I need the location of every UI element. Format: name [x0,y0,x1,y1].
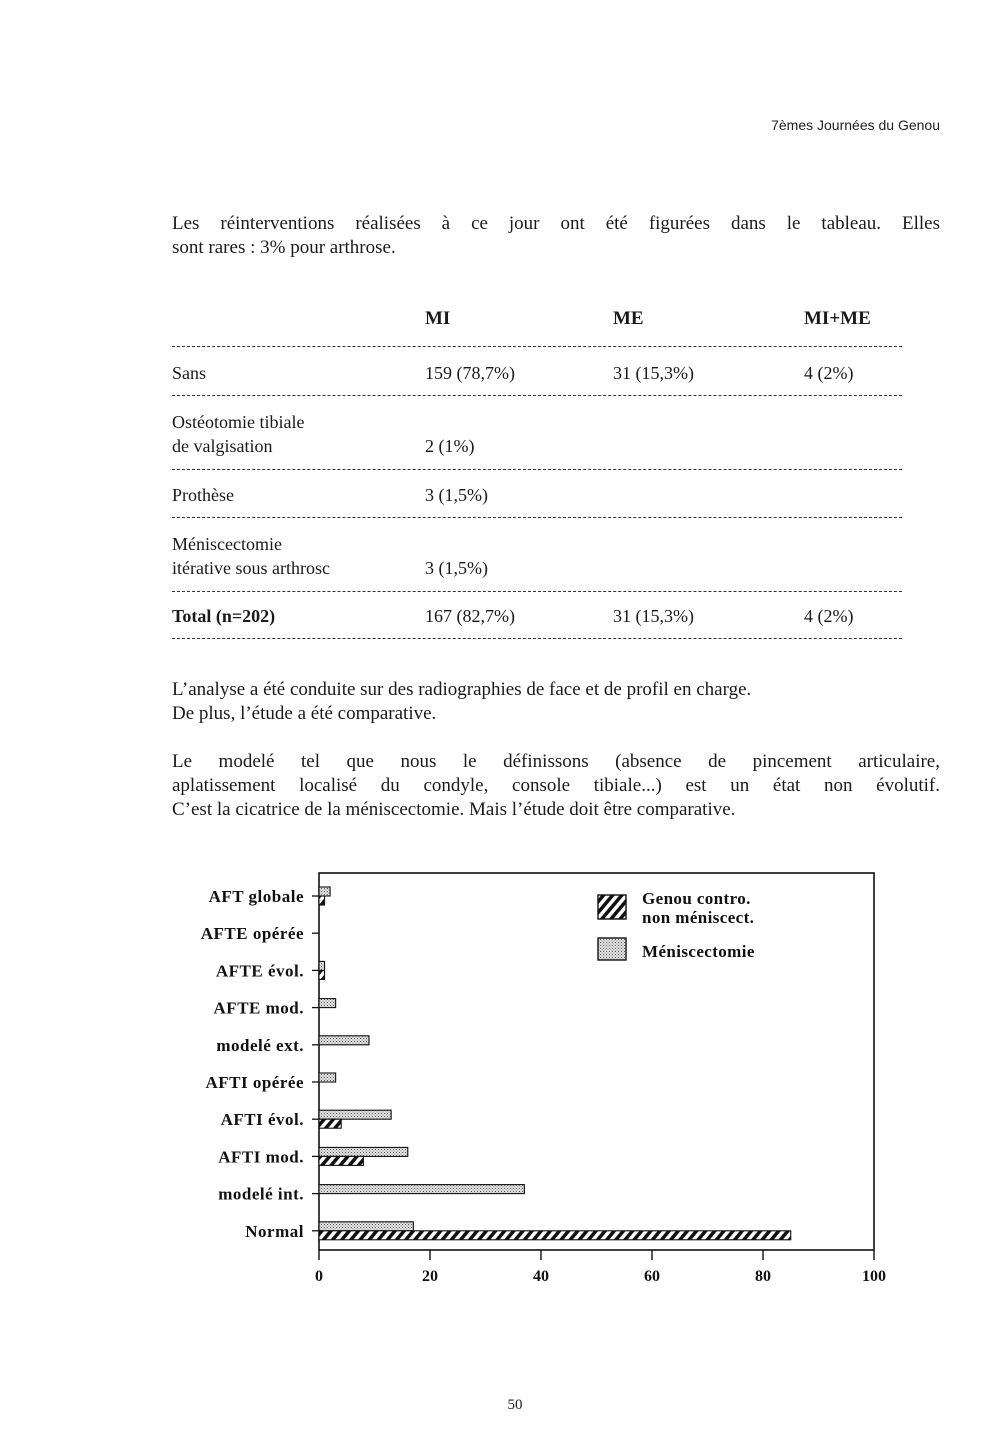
text-line: Le modelé tel que nous le définissons (absence de pincement articulaire, [172,751,940,772]
intro-paragraph [172,212,940,260]
legend-swatch-meniscectomie [598,938,626,960]
x-tick-label: 0 [315,1268,323,1285]
model-paragraph [172,750,940,822]
category-label: AFTI mod. [218,1147,304,1167]
running-header: 7èmes Journées du Genou [771,117,940,133]
legend-label-genou-contro: Genou contro. [642,889,751,908]
row-label-meniscectomie: Méniscectomie [172,534,282,554]
table-divider [172,395,902,396]
category-label: AFTI opérée [205,1073,304,1092]
bar-meniscectomie [319,1073,336,1082]
x-tick-label: 100 [862,1268,886,1285]
category-label: AFTE mod. [213,998,304,1018]
bar-genou-contro [319,970,325,979]
bar-genou-contro [319,1119,341,1128]
table-divider [172,591,902,592]
bar-meniscectomie [319,1222,413,1231]
row-label-sans: Sans [172,363,207,383]
bar-meniscectomie [319,1036,369,1045]
bar-genou-contro [319,1156,363,1165]
text-line: aplatissement localisé du condyle, console tibiale...) est un état non évolutif. [172,775,940,796]
plot-frame [319,873,874,1250]
cell-total-mi: 167 (82,7%) [425,606,515,626]
text-line: C’est la cicatrice de la méniscectomie. Mais l’étude doit être comparative. [172,799,736,820]
column-header-mi-me: MI+ME [804,308,871,329]
x-tick-label: 60 [644,1268,660,1285]
page-number: 50 [507,1397,523,1413]
legend-label-meniscectomie: Méniscectomie [642,942,755,961]
cell-total-me: 31 (15,3%) [613,606,694,626]
x-tick-label: 80 [755,1268,771,1285]
bar-genou-contro [319,896,325,905]
table-divider [172,469,902,470]
category-label: modelé int. [218,1184,304,1204]
table-divider [172,638,902,639]
bar-meniscectomie [319,999,336,1008]
text-line: sont rares : 3% pour arthrose. [172,237,396,258]
cell-sans-mi: 159 (78,7%) [425,363,515,383]
x-tick-label: 40 [533,1268,549,1285]
table-divider [172,346,902,347]
analysis-paragraph [172,678,940,726]
category-label: AFT globale [208,887,304,906]
text-line: De plus, l’étude a été comparative. [172,703,437,724]
category-label: AFTI évol. [220,1110,304,1130]
bar-meniscectomie [319,961,325,970]
cell-osteotomie-mi: 2 (1%) [425,436,475,456]
column-header-mi: MI [425,308,451,329]
category-label: AFTE évol. [215,961,304,981]
category-label: modelé ext. [216,1035,304,1055]
text-line: L’analyse a été conduite sur des radiographies de face et de profil en charge. [172,679,752,700]
legend-swatch-genou-contro [598,895,626,919]
legend-label-genou-contro: non méniscect. [642,908,755,927]
row-label-osteotomie-line2: de valgisation [172,436,273,456]
bar-meniscectomie [319,887,330,896]
x-tick-label: 20 [422,1268,438,1285]
table-divider [172,517,902,518]
bar-meniscectomie [319,1147,408,1156]
row-label-osteotomie: Ostéotomie tibiale [172,412,305,432]
text-line: Les réinterventions réalisées à ce jour ont été figurées dans le tableau. Elles [172,213,940,234]
category-label: AFTE opérée [200,924,304,944]
bar-meniscectomie [319,1185,524,1194]
cell-sans-mi-me: 4 (2%) [804,363,854,383]
row-label-total: Total (n=202) [172,606,276,626]
row-label-meniscectomie-line2: itérative sous arthrosc [172,558,330,578]
bar-meniscectomie [319,1110,391,1119]
column-header-me: ME [613,308,644,329]
category-label: Normal [245,1221,304,1241]
bar-genou-contro [319,1231,791,1240]
cell-total-mi-me: 4 (2%) [804,606,854,626]
cell-prothese-mi: 3 (1,5%) [425,485,488,505]
cell-meniscectomie-mi: 3 (1,5%) [425,558,488,578]
row-label-prothese: Prothèse [172,485,234,505]
cell-sans-me: 31 (15,3%) [613,363,694,383]
